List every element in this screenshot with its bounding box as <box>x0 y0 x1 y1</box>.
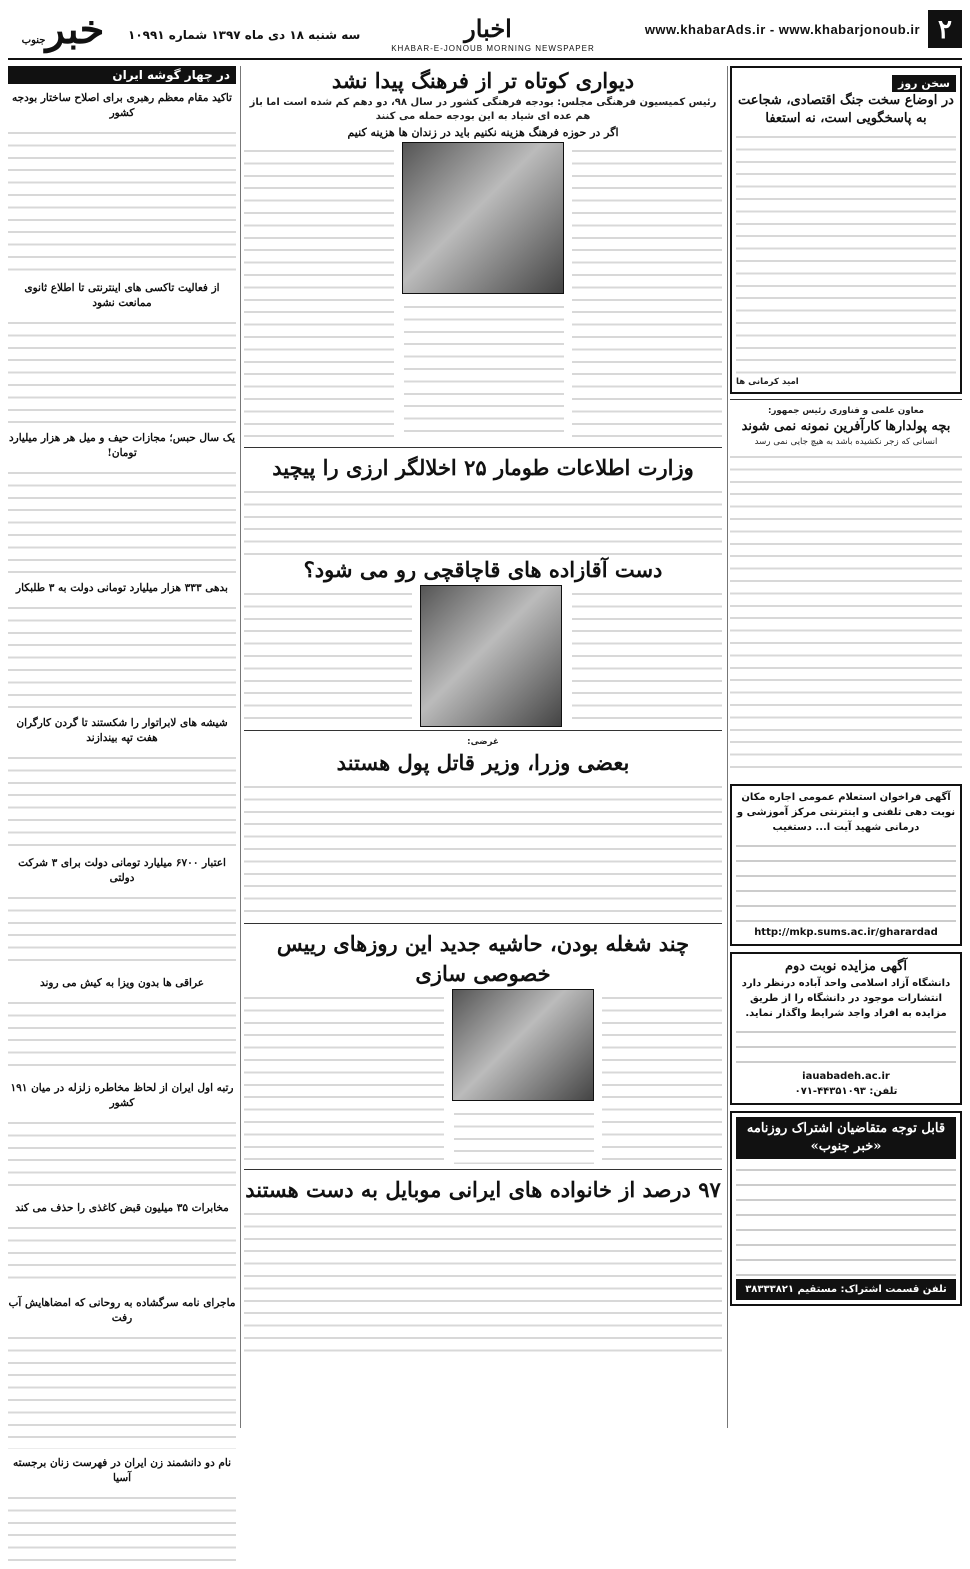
lead-quote: اگر در حوزه فرهنگ هزینه نکنیم باید در زندان ها هزینه کنیم <box>347 126 619 139</box>
ad-subscription-body <box>736 1159 956 1279</box>
brief-headline: رتبه اول ایران از لحاظ مخاطره زلزله در میان ۱۹۱ کشور <box>10 1082 234 1109</box>
main-column <box>244 66 722 1428</box>
news-briefs <box>8 91 236 1569</box>
brief-headline: نام دو دانشمند زن ایران در فهرست زنان برجسته آسیا <box>12 1457 232 1484</box>
divider <box>244 1169 722 1170</box>
column-divider <box>240 66 241 1428</box>
brief-body <box>8 1219 236 1289</box>
lead-text-col <box>572 142 722 442</box>
brief-body <box>8 1489 236 1569</box>
article-body <box>730 448 962 778</box>
divider <box>244 447 722 448</box>
article-body <box>244 483 722 555</box>
ad-tender <box>730 784 962 946</box>
article-subhead: انسانی که زجر نکشیده باشد به هیچ جایی نمی رسد <box>754 436 938 447</box>
article-headline: دست آقازاده های قاچاقچی رو می شود؟ <box>303 557 663 582</box>
divider <box>244 923 722 924</box>
article-body <box>244 1205 722 1355</box>
column-divider <box>727 66 728 1428</box>
editorial-author: امید کرمانی ها <box>736 377 799 387</box>
brief-body <box>8 1114 236 1194</box>
ad-subscription <box>730 1111 962 1306</box>
brief-headline: یک سال حبس؛ مجازات حیف و میل هر هزار میلیارد تومان! <box>8 432 236 459</box>
logo <box>8 6 118 54</box>
lead-body <box>244 142 722 442</box>
editorial-headline: در اوضاع سخت جنگ اقتصادی، شجاعت به پاسخگویی است، نه استعفا <box>738 93 954 126</box>
ad-auction-phone: تلفن: ۴۴۳۵۱۰۹۳-۰۷۱ <box>794 1086 898 1098</box>
article-body <box>244 778 722 918</box>
page-number: ۲ <box>928 10 962 48</box>
text-col <box>244 989 444 1164</box>
brief-body <box>8 889 236 969</box>
brief-headline: مخابرات ۳۵ میلیون قبض کاغذی را حذف می کند <box>15 1202 229 1214</box>
divider <box>244 730 722 731</box>
brief-headline: تاکید مقام معظم رهبری برای اصلاح ساختار بودجه کشور <box>12 92 232 119</box>
brief-headline: شیشه های لابراتوار را شکستند تا گردن کارگران هفت تپه بیندازند <box>16 717 228 744</box>
brief-body <box>8 1329 236 1449</box>
editorial-tag: سخن روز <box>892 75 956 92</box>
text-col <box>454 1105 594 1164</box>
lead-photo <box>402 142 564 294</box>
ad-tender-body <box>736 835 956 925</box>
article-headline: بچه پولدارها کارآفرین نمونه نمی شوند <box>741 418 951 434</box>
ad-auction-text: دانشگاه آزاد اسلامی واحد آباده درنظر دارد انتشارات موجود در دانشگاه را از طریق مزایده به افراد واجد شرایط واگذار نماید. <box>741 978 951 1020</box>
lead-deck: رئیس کمیسیون فرهنگی مجلس: بودجه فرهنگی کشور در سال ۹۸، دو دهم کم شده است اما باز هم عده ای شیاد به این بودجه حمله می کنند <box>249 97 717 122</box>
lead-text-col <box>404 298 564 442</box>
ad-tender-text: آگهی فراخوان استعلام عمومی اجاره مکان نوبت دهی تلفنی و اینترنتی مرکز آموزشی و درمانی شهید آیت ا... دستغیب <box>736 792 956 834</box>
logo-text: خبر <box>45 6 105 53</box>
article-headline: ۹۷ درصد از خانواده های ایرانی موبایل به دست هستند <box>245 1177 721 1203</box>
brief-headline: بدهی ۳۳۳ هزار میلیارد تومانی دولت به ۳ طلبکار <box>16 582 228 594</box>
ad-subscription-phone: تلفن قسمت اشتراک: مستقیم ۳۸۳۳۳۸۲۱ <box>736 1279 956 1300</box>
kicker: غرضی: <box>467 737 499 747</box>
ad-auction-site[interactable]: iauabadeh.ac.ir <box>802 1071 890 1083</box>
article-body <box>244 585 722 725</box>
article-headline: چند شغله بودن، حاشیه جدید این روزهای رییس خصوصی سازی <box>276 931 690 987</box>
lead-headline: دیواری کوتاه تر از فرهنگ پیدا نشد <box>331 68 635 93</box>
article-photo <box>420 585 562 727</box>
brief-headline: اعتبار ۶۷۰۰ میلیارد تومانی دولت برای ۳ شرکت دولتی <box>18 857 226 884</box>
text-col <box>572 585 722 725</box>
editorial-body <box>736 128 956 376</box>
divider <box>730 399 962 400</box>
site-urls[interactable]: www.khabarAds.ir - www.khabarjonoub.ir <box>644 22 920 37</box>
logo-sub: جنوب <box>21 35 46 46</box>
brief-headline: ماجرای نامه سرگشاده به روحانی که امضاهایش آب رفت <box>8 1297 236 1324</box>
kicker: معاون علمی و فناوری رئیس جمهور: <box>768 406 924 417</box>
brief-body <box>8 749 236 849</box>
left-column <box>8 66 236 1484</box>
ad-auction <box>730 952 962 1105</box>
article-photo <box>452 989 594 1101</box>
article-body <box>244 989 722 1164</box>
article-headline: بعضی وزرا، وزیر قاتل پول هستند <box>336 750 630 776</box>
right-column <box>730 66 962 1428</box>
section-title: اخبار <box>464 14 512 43</box>
text-col <box>244 585 412 725</box>
ad-auction-body <box>736 1021 956 1069</box>
ad-subscription-title: قابل توجه متقاضیان اشتراک روزنامه «خبر جنوب» <box>736 1117 956 1159</box>
brief-headline: از فعالیت تاکسی های اینترنتی تا اطلاع ثانوی ممانعت نشود <box>24 282 220 309</box>
brief-body <box>8 124 236 274</box>
brief-body <box>8 599 236 709</box>
ad-tender-url[interactable]: http://mkp.sums.ac.ir/gharardad <box>754 927 938 939</box>
english-name: KHABAR-E-JONOUB MORNING NEWSPAPER <box>391 44 595 53</box>
editorial-box <box>730 66 962 394</box>
brief-body <box>8 464 236 574</box>
ad-auction-title: آگهی مزایده نوبت دوم <box>784 959 908 975</box>
lead-text-col <box>244 142 394 442</box>
article-headline: وزارت اطلاعات طومار ۲۵ اخلالگر ارزی را پیچید <box>272 455 694 480</box>
brief-body <box>8 314 236 424</box>
dateline: سه شنبه ۱۸ دی ماه ۱۳۹۷ شماره ۱۰۹۹۱ <box>128 28 361 42</box>
masthead <box>8 6 962 60</box>
brief-headline: عراقی ها بدون ویزا به کیش می روند <box>39 977 205 989</box>
text-col <box>602 989 722 1164</box>
brief-body <box>8 994 236 1074</box>
column-tag: در چهار گوشه ایران <box>8 66 236 84</box>
